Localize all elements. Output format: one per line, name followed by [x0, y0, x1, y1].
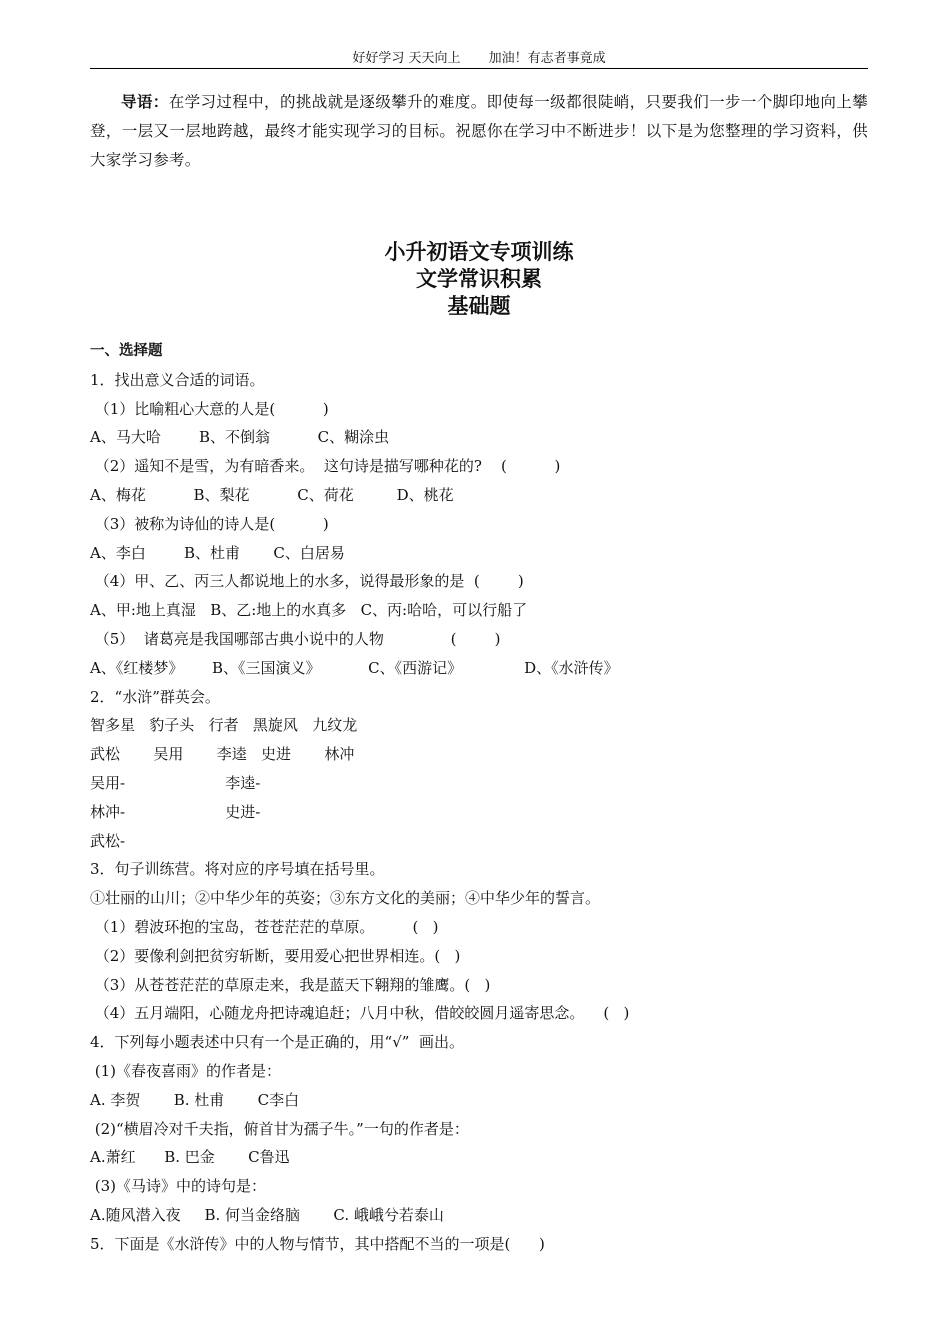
exercise-line: ①壮丽的山川；②中华少年的英姿；③东方文化的美丽；④中华少年的誓言。 — [90, 889, 601, 908]
exercise-line: （2）遥知不是雪，为有暗香来。 这句诗是描写哪种花的? ( ) — [90, 457, 561, 476]
exercise-line: （3）被称为诗仙的诗人是( ) — [90, 514, 329, 533]
exercise-line: （5） 诸葛亮是我国哪部古典小说中的人物 ( ) — [90, 629, 501, 648]
exercise-line: 2．“水浒”群英会。 — [90, 687, 220, 706]
exercise-line: （2）要像利剑把贫穷斩断，要用爱心把世界相连。( ) — [90, 946, 461, 965]
title-block — [90, 238, 868, 319]
exercise-line: 智多星 豹子头 行者 黑旋风 九纹龙 — [90, 716, 358, 735]
exercise-line: （1）比喻粗心大意的人是( ) — [90, 399, 329, 418]
header-motto-left: 好好学习 天天向上 — [352, 51, 461, 66]
exercise-lines — [90, 366, 868, 1259]
exercise-line: A、《红楼梦》 B、《三国演义》 C、《西游记》 D、《水浒传》 — [90, 658, 619, 677]
exercise-content — [90, 337, 868, 1259]
header-rule — [90, 68, 868, 69]
exercise-line: 4．下列每小题表述中只有一个是正确的，用“√” 画出。 — [90, 1033, 464, 1052]
exercise-line: （1）碧波环抱的宝岛，苍苍茫茫的草原。 ( ) — [90, 917, 439, 936]
page-header — [90, 50, 868, 68]
exercise-line: （3）从苍苍茫茫的草原走来，我是蓝天下翱翔的雏鹰。( ) — [90, 975, 491, 994]
exercise-line: 武松- — [90, 831, 126, 850]
intro-text: 在学习过程中，的挑战就是逐级攀升的难度。即使每一级都很陡峭，只要我们一步一个脚印地向上攀登，一层又一层地跨越，最终才能实现学习的目标。祝愿你在学习中不断进步！以下是为您整理的学习资料，供大家学习参考。 — [90, 93, 868, 169]
exercise-line: (3)《马诗》中的诗句是： — [90, 1177, 267, 1196]
level-title: 基础题 — [447, 293, 511, 318]
exercise-line: （4）甲、乙、丙三人都说地上的水多，说得最形象的是 ( ) — [90, 572, 524, 591]
exercise-line: 3．句子训练营。将对应的序号填在括号里。 — [90, 860, 385, 879]
exercise-line: 吴用- 李逵- — [90, 773, 261, 792]
exercise-line: A. 李贺 B. 杜甫 C李白 — [90, 1090, 300, 1109]
exercise-line: A、梅花 B、梨花 C、荷花 D、桃花 — [90, 485, 454, 504]
exercise-line: 5．下面是《水浒传》中的人物与情节，其中搭配不当的一项是( ) — [90, 1234, 545, 1253]
exercise-line: (2)“横眉冷对千夫指，俯首甘为孺子牛。”一句的作者是： — [90, 1119, 469, 1138]
exercise-line: 林冲- 史进- — [90, 802, 261, 821]
intro-paragraph — [90, 87, 868, 175]
exercise-line: A.随风潜入夜 B. 何当金络脑 C. 峨峨兮若泰山 — [90, 1205, 444, 1224]
sub-title: 文学常识积累 — [416, 266, 542, 291]
exercise-line: (1)《春夜喜雨》的作者是： — [90, 1061, 282, 1080]
exercise-line: A.萧红 B. 巴金 C鲁迅 — [90, 1148, 290, 1167]
exercise-line: A、甲:地上真湿 B、乙:地上的水真多 C、丙:哈哈，可以行船了 — [90, 601, 528, 620]
exercise-line: 武松 吴用 李逵 史进 林冲 — [90, 745, 355, 764]
header-motto-right: 加油！有志者事竟成 — [488, 51, 606, 66]
exercise-line: A、马大哈 B、不倒翁 C、糊涂虫 — [90, 428, 390, 447]
exercise-line: （4）五月端阳，心随龙舟把诗魂追赶；八月中秋，借皎皎圆月遥寄思念。 ( ) — [90, 1004, 630, 1023]
main-title: 小升初语文专项训练 — [384, 239, 574, 264]
exercise-line: A、李白 B、杜甫 C、白居易 — [90, 543, 345, 562]
intro-label: 导语： — [121, 92, 169, 111]
section-heading: 一、选择题 — [90, 343, 163, 359]
exercise-line: 1．找出意义合适的词语。 — [90, 370, 265, 389]
